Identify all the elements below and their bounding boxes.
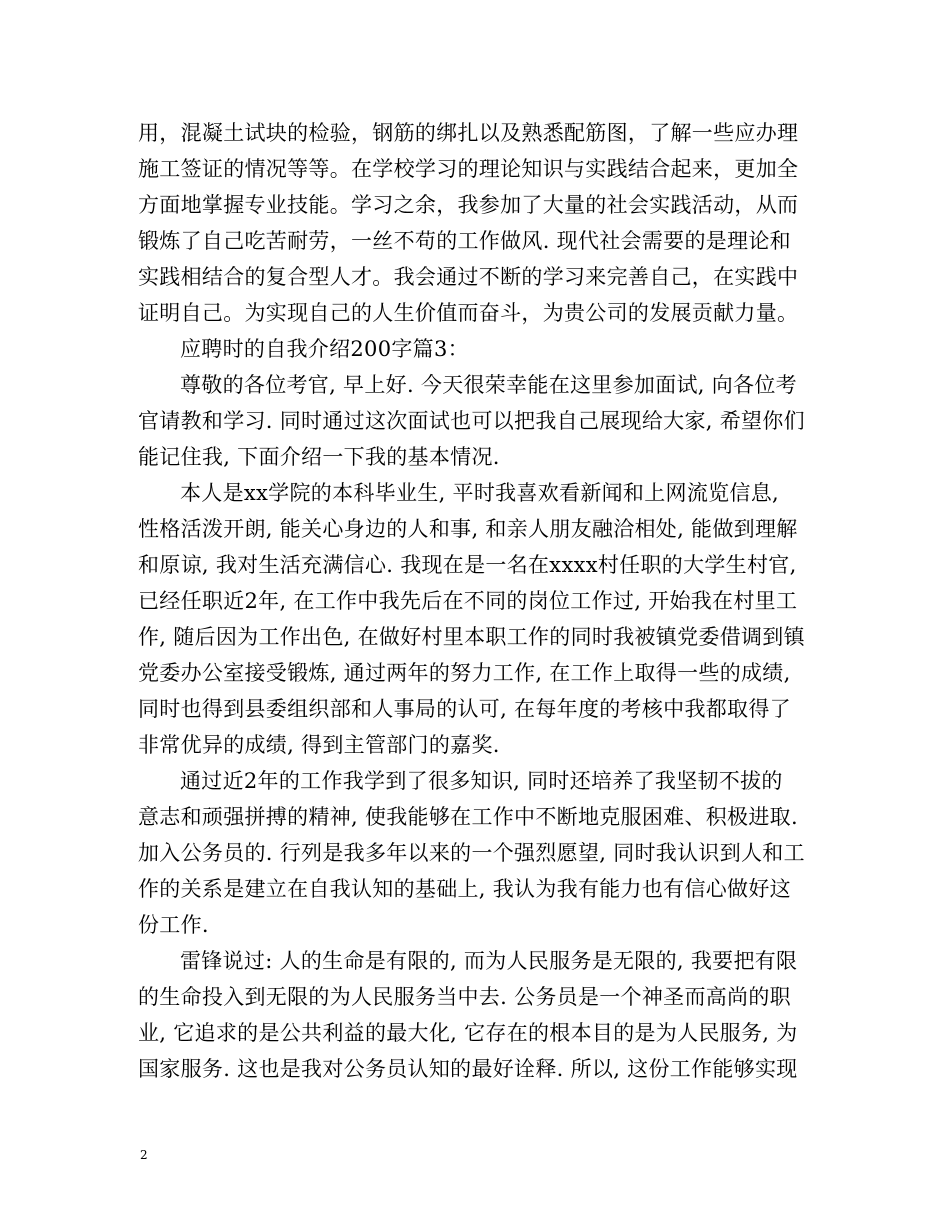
text-line: 雷锋说过: 人的生命是有限的, 而为人民服务是无限的, 我要把有限 [180,949,798,973]
text-line: 业, 它追求的是公共利益的最大化, 它存在的根本目的是为人民服务, 为 [138,1021,798,1045]
text-line: 已经任职近2年, 在工作中我先后在不同的岗位工作过, 开始我在村里工 [138,589,798,613]
text-line: 性格活泼开朗, 能关心身边的人和事, 和亲人朋友融洽相处, 能做到理解 [138,517,798,541]
text-line: 用，混凝土试块的检验，钢筋的绑扎以及熟悉配筋图，了解一些应办理 [138,121,799,145]
text-line: 官请教和学习. 同时通过这次面试也可以把我自己展现给大家, 希望你们 [138,409,805,433]
text-line: 尊敬的各位考官, 早上好. 今天很荣幸能在这里参加面试, 向各位考 [180,373,797,397]
text-line: 国家服务. 这也是我对公务员认知的最好诠释. 所以, 这份工作能够实现 [138,1057,798,1081]
text-line: 加入公务员的. 行列是我多年以来的一个强烈愿望, 同时我认识到人和工 [138,841,805,865]
text-line: 方面地掌握专业技能。学习之余，我参加了大量的社会实践活动，从而 [138,193,799,217]
text-line: 实践相结合的复合型人才。我会通过不断的学习来完善自己，在实践中 [138,265,799,289]
text-line: 通过近2年的工作我学到了很多知识, 同时还培养了我坚韧不拔的 [180,769,783,793]
text-line: 党委办公室接受锻炼, 通过两年的努力工作, 在工作上取得一些的成绩, [138,661,791,685]
text-line: 锻炼了自己吃苦耐劳，一丝不苟的工作做风. 现代社会需要的是理论和 [138,229,791,253]
text-line: 同时也得到县委组织部和人事局的认可, 在每年度的考核中我都取得了 [138,697,791,721]
text-line: 作, 随后因为工作出色, 在做好村里本职工作的同时我被镇党委借调到镇 [138,625,805,649]
text-line: 的生命投入到无限的为人民服务当中去. 公务员是一个神圣而高尚的职 [138,985,791,1009]
text-line: 能记住我, 下面介绍一下我的基本情况. [138,445,500,469]
text-line: 和原谅, 我对生活充满信心. 我现在是一名在xxxx村任职的大学生村官, [138,553,797,577]
text-line: 份工作. [138,913,209,937]
text-line: 施工签证的情况等等。在学校学习的理论知识与实践结合起来，更加全 [138,157,799,181]
text-line: 非常优异的成绩, 得到主管部门的嘉奖. [138,733,500,757]
page-number: 2 [140,1148,148,1162]
text-line: 本人是xx学院的本科毕业生, 平时我喜欢看新闻和上网流览信息, [180,481,780,505]
text-line: 作的关系是建立在自我认知的基础上, 我认为我有能力也有信心做好这 [138,877,791,901]
text-line: 证明自己。为实现自己的人生价值而奋斗，为贵公司的发展贡献力量。 [138,301,799,325]
text-line: 意志和顽强拼搏的精神, 使我能够在工作中不断地克服困难、积极进取. [138,805,798,829]
section-heading: 应聘时的自我介绍200字篇3： [180,337,469,361]
